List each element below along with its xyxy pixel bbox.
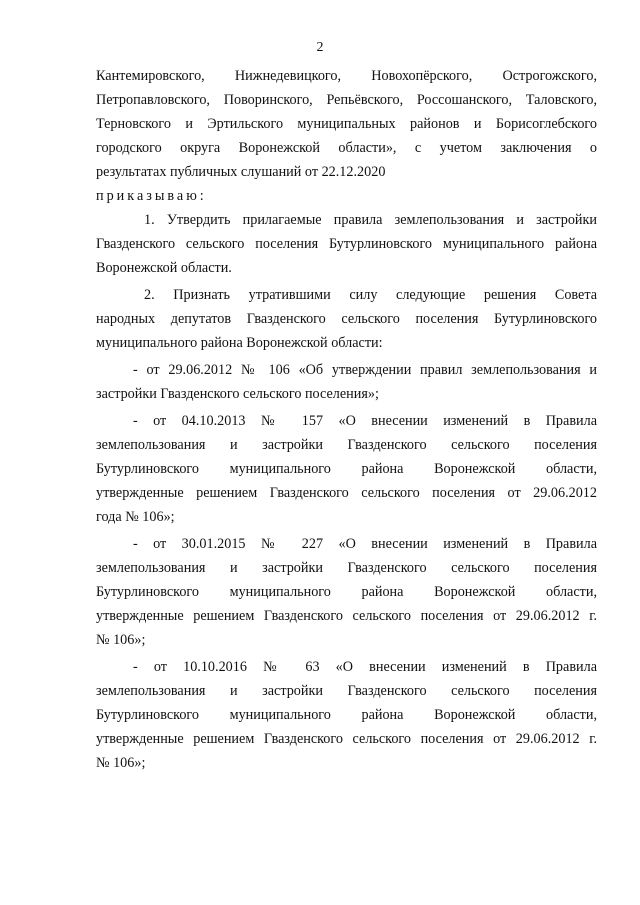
text-line: Бутурлиновского муниципального района Воронежской области, — [96, 707, 597, 723]
decision-3-line: - от 30.01.2015 № 227 «О внесении изменений в Правила — [133, 536, 597, 552]
text-line: Гвазденского сельского поселения Бутурлиновского муниципального района — [96, 236, 597, 252]
document-body — [96, 64, 597, 775]
text-line: утвержденные решением Гвазденского сельского поселения от 29.06.2012 г. — [96, 731, 597, 747]
page-number: 2 — [316, 40, 324, 55]
item-1-line: 1. Утвердить прилагаемые правила землепользования и застройки — [144, 212, 597, 228]
text-line: городского округа Воронежской области», с учетом заключения о — [96, 140, 597, 156]
decision-2-line: - от 04.10.2013 № 157 «О внесении изменений в Правила — [133, 413, 597, 429]
text-line: народных депутатов Гвазденского сельского поселения Бутурлиновского — [96, 311, 597, 327]
text-line: № 106»; — [96, 632, 146, 648]
text-line: результатах публичных слушаний от 22.12.2020 — [96, 164, 386, 180]
text-line: Кантемировского, Нижнедевицкого, Новохопёрского, Острогожского, — [96, 68, 597, 84]
text-line: землепользования и застройки Гвазденского сельского поселения — [96, 683, 597, 699]
text-line: Терновского и Эртильского муниципальных районов и Борисоглебского — [96, 116, 597, 132]
text-line: № 106»; — [96, 755, 146, 771]
order-word: приказываю: — [96, 188, 207, 204]
text-line: застройки Гвазденского сельского поселения»; — [96, 386, 379, 402]
text-line: Бутурлиновского муниципального района Воронежской области, — [96, 584, 597, 600]
text-line: землепользования и застройки Гвазденского сельского поселения — [96, 560, 597, 576]
text-line: утвержденные решением Гвазденского сельского поселения от 29.06.2012 — [96, 485, 597, 501]
decision-4-line: - от 10.10.2016 № 63 «О внесении изменений в Правила — [133, 659, 597, 675]
text-line: утвержденные решением Гвазденского сельского поселения от 29.06.2012 г. — [96, 608, 597, 624]
item-2-line: 2. Признать утратившими силу следующие решения Совета — [144, 287, 597, 303]
text-line: землепользования и застройки Гвазденского сельского поселения — [96, 437, 597, 453]
text-line: муниципального района Воронежской области: — [96, 335, 383, 351]
text-line: Бутурлиновского муниципального района Воронежской области, — [96, 461, 597, 477]
text-line: Петропавловского, Поворинского, Репьёвского, Россошанского, Таловского, — [96, 92, 597, 108]
text-line: Воронежской области. — [96, 260, 232, 276]
decision-1-line: - от 29.06.2012 № 106 «Об утверждении правил землепользования и — [133, 362, 597, 378]
text-line: года № 106»; — [96, 509, 175, 525]
